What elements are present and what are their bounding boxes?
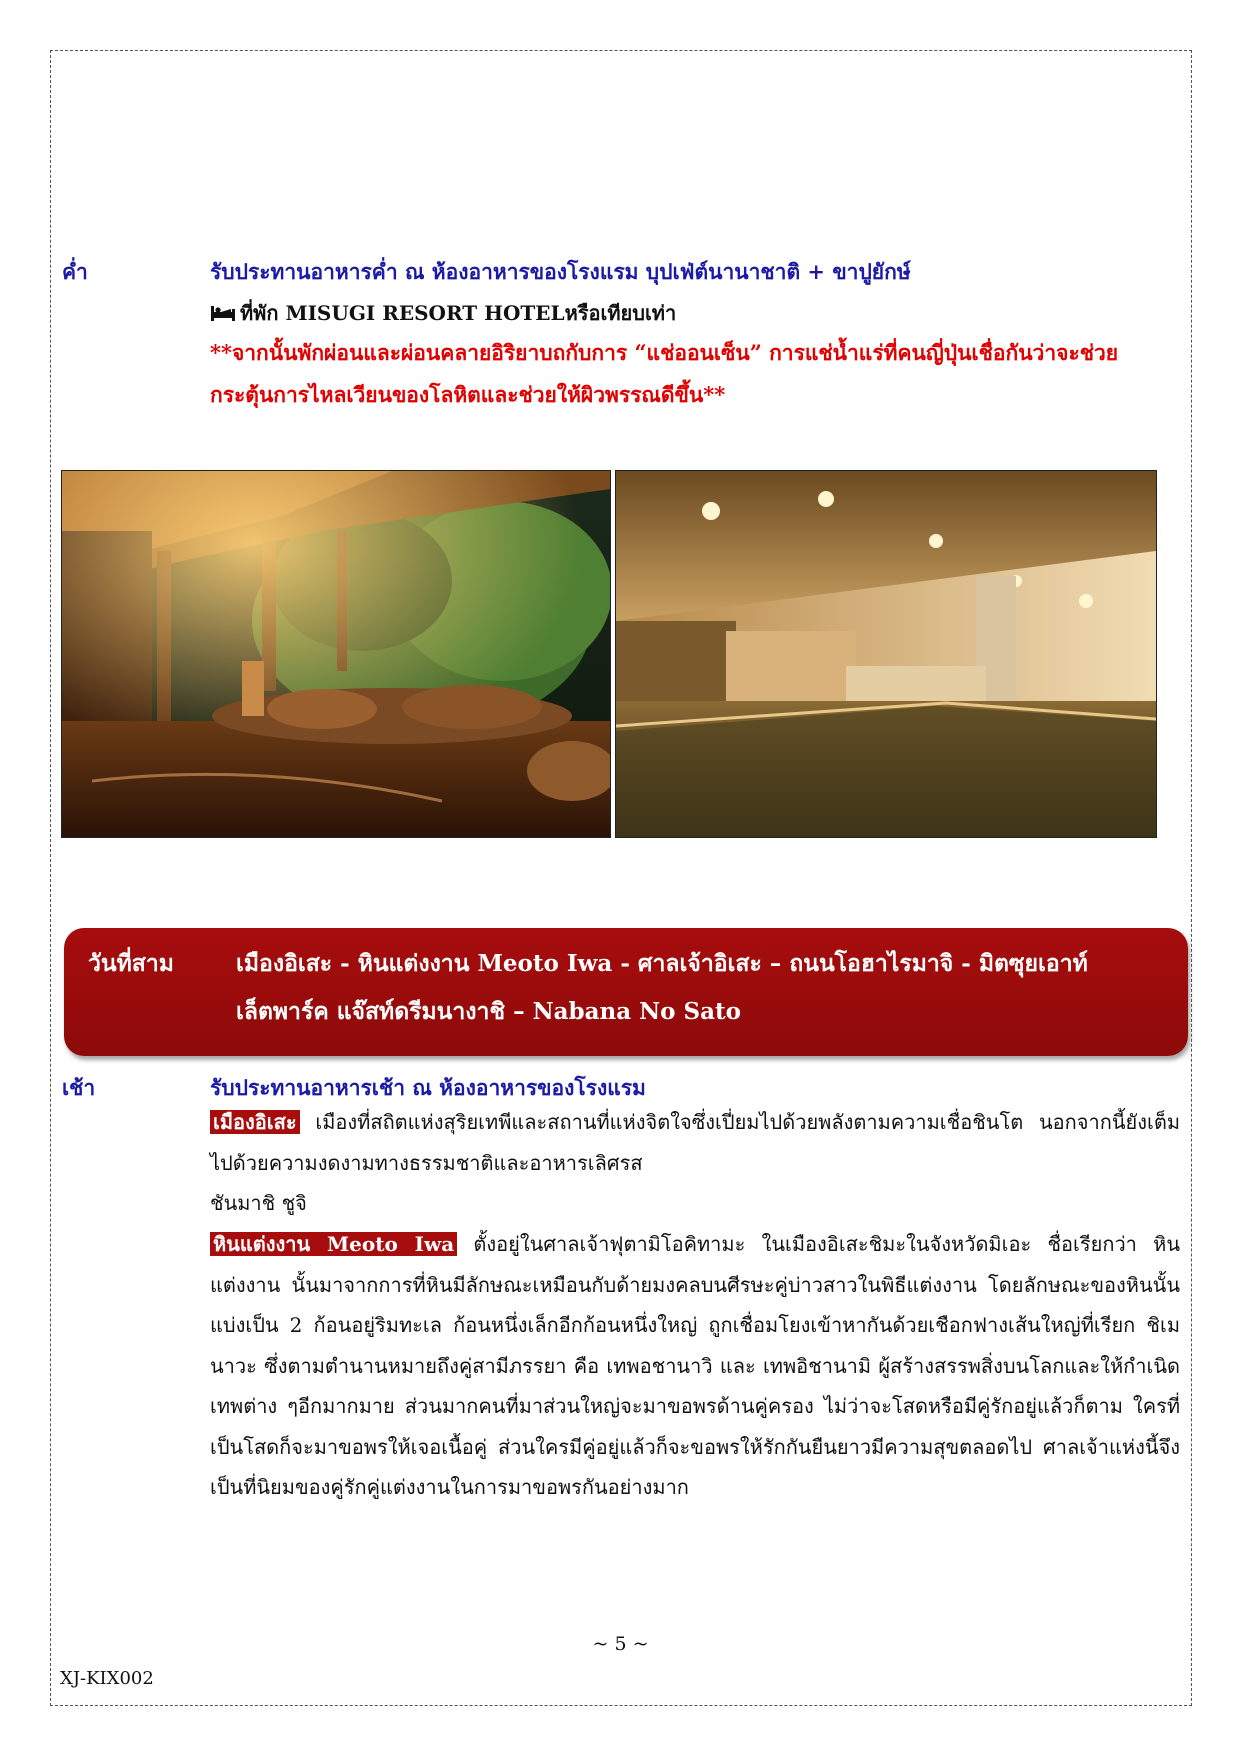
hotel-line	[210, 297, 676, 329]
onsen-note-line1: **จากนั้นพักผ่อนและผ่อนคลายอิริยาบถกับการ “แช่ออนเซ็น” การแช่น้ำแร่ที่คนญี่ปุ่นเชื่อกันว่าจะช่วย	[210, 340, 1119, 365]
ise-paragraph	[210, 1102, 1180, 1183]
tour-code: XJ-KIX002	[60, 1668, 154, 1689]
dinner-label: ค่ำ	[62, 259, 88, 284]
page-number: ~ 5 ~	[592, 1633, 649, 1655]
ise-text: เมืองที่สถิตแห่งสุริยเทพีและสถานที่แห่งจิตใจซึ่งเปี่ยมไปด้วยพลังตามความเชื่อชินโต นอกจากนี้ยังเต็มไปด้วยความงดงามทางธรรมชาติและอาหารเลิศรส	[210, 1110, 1180, 1175]
day-label: วันที่สาม	[88, 950, 174, 977]
ise-highlight: เมืองอิเสะ	[210, 1110, 300, 1134]
dinner-meal: รับประทานอาหารค่ำ ณ ห้องอาหารของโรงแรม บุปเฟ่ต์นานาชาติ + ขาปูยักษ์	[210, 259, 911, 284]
day-banner	[64, 928, 1188, 1056]
indoor-bath-photo	[615, 470, 1157, 838]
ise-extra: ชันมาชิ ชูจิ	[210, 1191, 307, 1215]
onsen-note-line2: กระตุ้นการไหลเวียนของโลหิตและช่วยให้ผิวพรรณดีขึ้น**	[210, 382, 726, 407]
bed-icon	[210, 303, 236, 323]
meoto-highlight: หินแต่งงาน Meoto Iwa	[210, 1232, 457, 1256]
meoto-paragraph	[210, 1224, 1180, 1508]
breakfast-label: เช้า	[62, 1075, 96, 1100]
hotel-name: ที่พัก MISUGI RESORT HOTELหรือเทียบเท่า	[240, 301, 677, 325]
meoto-text: ตั้งอยู่ในศาลเจ้าฟุตามิโอคิทามะ ในเมืองอิเสะชิมะในจังหวัดมิเอะ ชื่อเรียกว่า หินแต่งงาน นั้นมาจากการที่หินมีลักษณะเหมือนกับด้ายมงคลบนศีรษะคู่บ่าวสาวในพิธีแต่งงาน โดยลักษณะของหินนั้นแบ่งเป็น 2 ก้อนอยู่ริมทะเล ก้อนหนึ่งเล็กอีกก้อนหนึ่งใหญ่ ถูกเชื่อมโยงเข้าหากันด้วยเชือกฟางเส้นใหญ่ที่เรียก ชิเมนาวะ ซึ่งตามตำนานหมายถึงคู่สามีภรรยา คือ เทพอชานาวิ และ เทพอิชานามิ ผู้สร้างสรรพสิ่งบนโลกและให้กำเนิดเทพต่าง ๆอีกมากมาย ส่วนมากคนที่มาส่วนใหญ่จะมาขอพรด้านคู่ครอง ไม่ว่าจะโสดหรือมีคู่รักอยู่แล้วก็ตาม ใครที่เป็นโสดก็จะมาขอพรให้เจอเนื้อคู่ ส่วนใครมีคู่อยู่แล้วก็จะขอพรให้รักกันยืนยาวมีความสุขตลอดไป ศาลเจ้าแห่งนี้จึงเป็นที่นิยมของคู่รักคู่แต่งงานในการมาขอพรกันอย่างมาก	[210, 1232, 1180, 1499]
outdoor-onsen-photo	[61, 470, 611, 838]
breakfast-meal: รับประทานอาหารเช้า ณ ห้องอาหารของโรงแรม	[210, 1075, 646, 1100]
day-title-line2: เล็ตพาร์ค แจ๊สท์ดรีมนางาชิ – Nabana No Sato	[236, 998, 741, 1025]
day-title-line1: เมืองอิเสะ - หินแต่งงาน Meoto Iwa - ศาลเจ้าอิเสะ – ถนนโอฮาไรมาจิ - มิตซุยเอาท์	[236, 950, 1088, 977]
